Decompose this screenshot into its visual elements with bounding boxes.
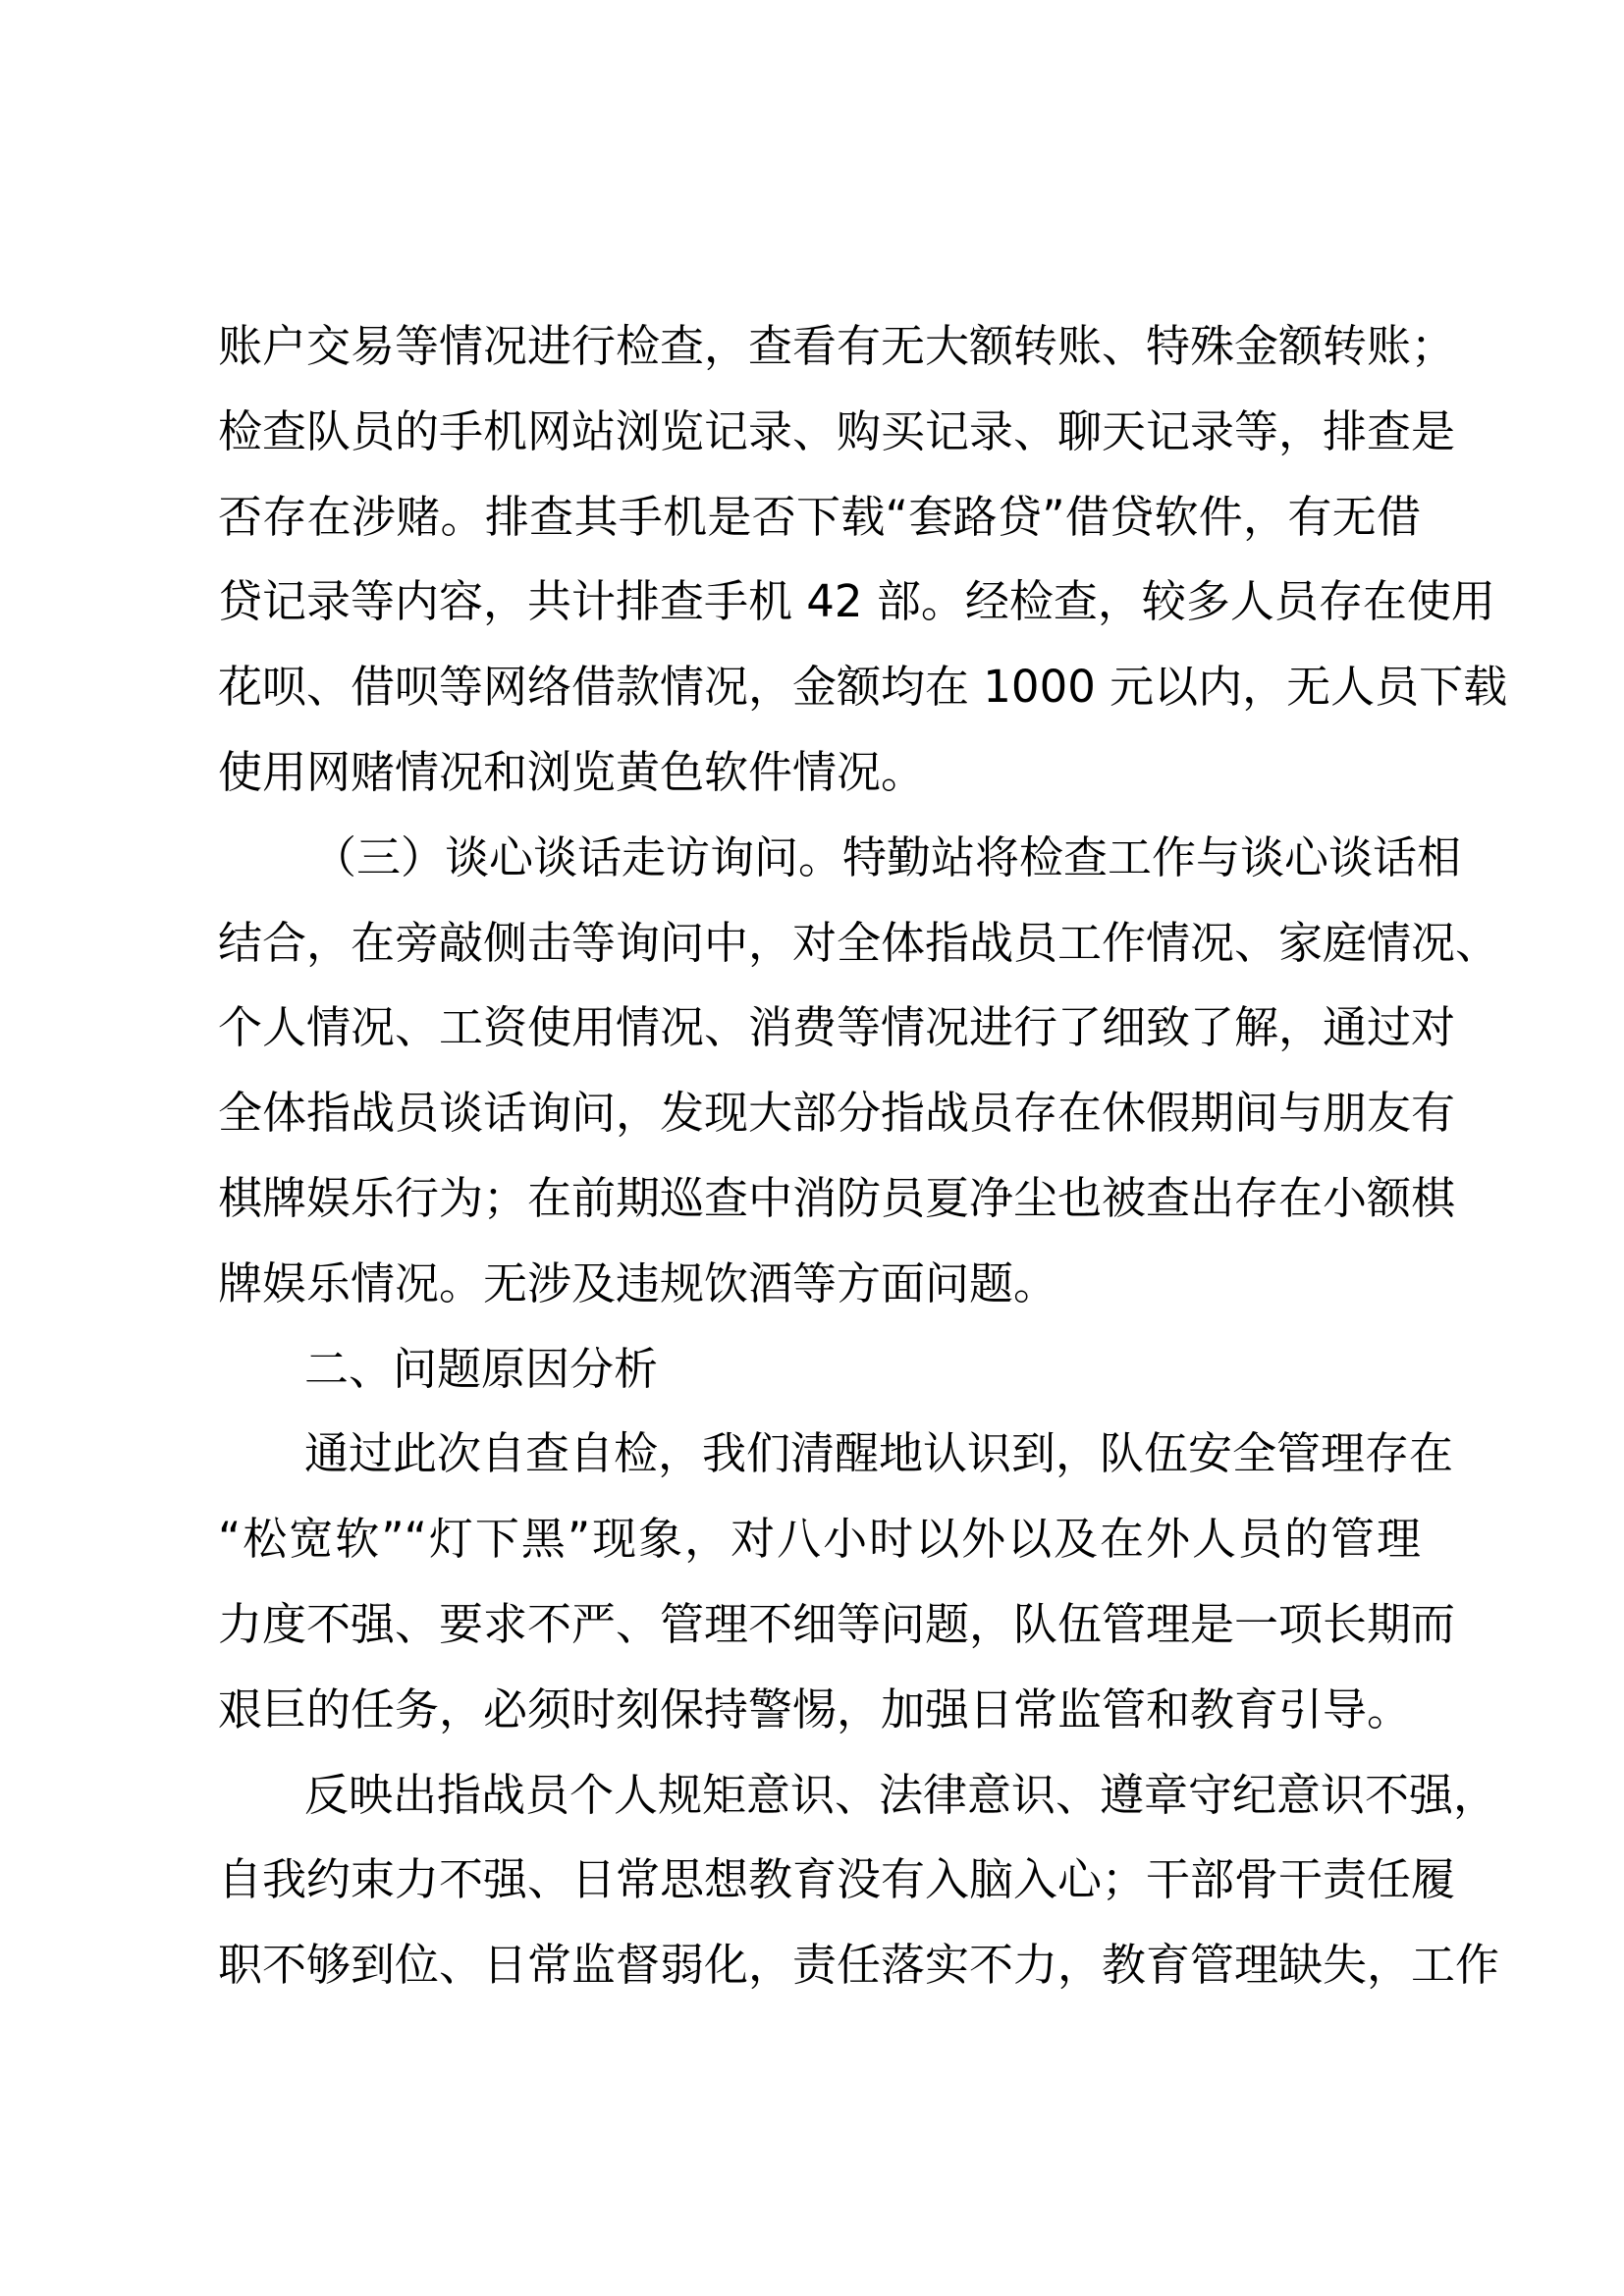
section-heading: 二、问题原因分析 [304,1343,659,1395]
paragraph-line: 检查队员的手机网站浏览记录、购买记录、聊天记录等，排查是 [218,405,1456,457]
paragraph-line: 自我约束力不强、日常思想教育没有入脑入心；干部骨干责任履 [218,1853,1456,1905]
paragraph-line: 艰巨的任务，必须时刻保持警惕，加强日常监管和教育引导。 [218,1683,1412,1735]
paragraph-line: 贷记录等内容，共计排查手机 42 部。经检查，较多人员存在使用 [218,575,1495,627]
paragraph-line: 使用网赌情况和浏览黄色软件情况。 [218,746,926,798]
paragraph-line: 结合，在旁敲侧击等询问中，对全体指战员工作情况、家庭情况、 [218,917,1500,969]
paragraph-line: 个人情况、工资使用情况、消费等情况进行了细致了解，通过对 [218,1001,1456,1053]
paragraph-line: “松宽软”“灯下黑”现象，对八小时以外以及在外人员的管理 [218,1513,1421,1565]
paragraph-line: 力度不强、要求不严、管理不细等问题，队伍管理是一项长期而 [218,1598,1456,1650]
paragraph-line: 花呗、借呗等网络借款情况，金额均在 1000 元以内，无人员下载 [218,661,1508,713]
paragraph-line: 反映出指战员个人规矩意识、法律意识、遵章守纪意识不强， [304,1769,1498,1821]
paragraph-line: 职不够到位、日常监督弱化，责任落实不力，教育管理缺失，工作 [218,1939,1500,1991]
paragraph-line: 通过此次自查自检，我们清醒地认识到，队伍安全管理存在 [304,1427,1454,1479]
paragraph-line: 牌娱乐情况。无涉及违规饮酒等方面问题。 [218,1257,1058,1309]
paragraph-line: 否存在涉赌。排查其手机是否下载“套路贷”借贷软件，有无借 [218,491,1421,543]
subsection-heading-line: （三）谈心谈话走访询问。特勤站将检查工作与谈心谈话相 [312,831,1462,883]
paragraph-line: 全体指战员谈话询问，发现大部分指战员存在休假期间与朋友有 [218,1087,1456,1139]
paragraph-line: 棋牌娱乐行为；在前期巡查中消防员夏净尘也被查出存在小额棋 [218,1172,1456,1224]
paragraph-line: 账户交易等情况进行检查，查看有无大额转账、特殊金额转账； [218,320,1456,372]
